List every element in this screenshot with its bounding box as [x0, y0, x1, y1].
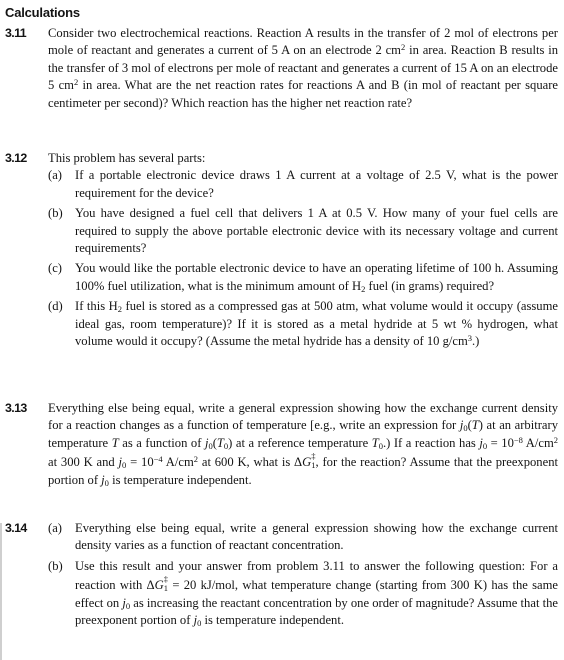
part-a [48, 167, 558, 202]
part-b [48, 205, 558, 257]
part-text: You have designed a fuel cell that delivers 1 A at 0.5 V. How many of your fuel cells are required to supply the above portable electronic device with its necessary voltage and current requirements? [75, 206, 558, 256]
problem-number: 3.13 [5, 401, 27, 415]
problem-3-13 [0, 400, 564, 489]
problem-text: Everything else being equal, write a general expression showing how the exchange current density for a reaction changes as a function of temperature [e.g., write an expression for $j_0(T)$ at an arbitrary temperature T as a function of $j_0(T_0)$ at a reference temperature $T_0$.) If a reaction has $j_0 = 10^{-8}$ $A/cm^2$ at 300 K and $j_0 = 10^{-4}$ $A/cm^2$ at 600 K, what is ΔG ‡ 1 , for the reaction? Assume that the preexponent portion of $j_0$ is temperature independent. [48, 401, 559, 488]
problem-3-14 [0, 520, 564, 629]
page-edge-shadow [0, 523, 2, 660]
part-b [48, 558, 558, 630]
part-c [48, 260, 558, 295]
part-a [48, 520, 558, 555]
part-label: (b) [48, 558, 63, 573]
problem-text: Consider two electrochemical reactions. Reaction A results in the transfer of 2 mol of electrons per mole of reactant and generates a current of 5 A on an electrode 2 $cm^2$ in area. Reaction B results in the transfer of 3 mol of electrons per mole of reactant and generates a current of 15 A on an electrode 5 $cm^2$ in area. What are the net reaction rates for reactions A and B (in mol of reactant per square centimeter per second)? Which reaction has the higher net reaction rate? [48, 26, 558, 110]
part-d [48, 298, 558, 350]
section-heading: Calculations [5, 5, 80, 20]
part-text: Use this result and your answer from problem 3.11 to answer the following question: For a reaction with ΔG ‡ 1 = 20 kJ/mol, what temperature change (starting from 300 K) has the same effect on $j_0$ as increasing the reactant concentration by one order of magnitude? Assume that the preexponent portion of $j_0$ is temperature independent. [75, 558, 559, 629]
part-label: (a) [48, 521, 62, 535]
part-label: (a) [48, 168, 62, 183]
part-text: You would like the portable electronic device to have an operating lifetime of 100 h. Assuming 100% fuel utilization, what is the minimum amount of $H_2$ fuel (in grams) required? [75, 261, 558, 294]
problem-3-11 [0, 25, 564, 112]
part-label: (d) [48, 299, 63, 314]
problem-intro: This problem has several parts: [48, 151, 206, 165]
problem-number: 3.12 [5, 151, 27, 165]
problem-number: 3.14 [5, 521, 27, 535]
part-text: If this $H_2$ fuel is stored as a compressed gas at 500 atm, what volume would it occupy (assume ideal gas, room temperature)? If it is stored as a metal hydride at 5 wt % hydrogen, what volume would it occupy? (Assume the metal hydride has a density of 10 $g/cm^3$.) [75, 299, 558, 349]
part-label: (c) [48, 261, 62, 276]
problem-number: 3.11 [5, 26, 27, 40]
part-text: If a portable electronic device draws 1 A current at a voltage of 2.5 V, what is the power requirement for the device? [75, 168, 558, 200]
part-label: (b) [48, 206, 63, 221]
part-text: Everything else being equal, write a general expression showing how the exchange current density varies as a function of reactant concentration. [75, 521, 558, 553]
problem-3-12 [0, 150, 564, 350]
